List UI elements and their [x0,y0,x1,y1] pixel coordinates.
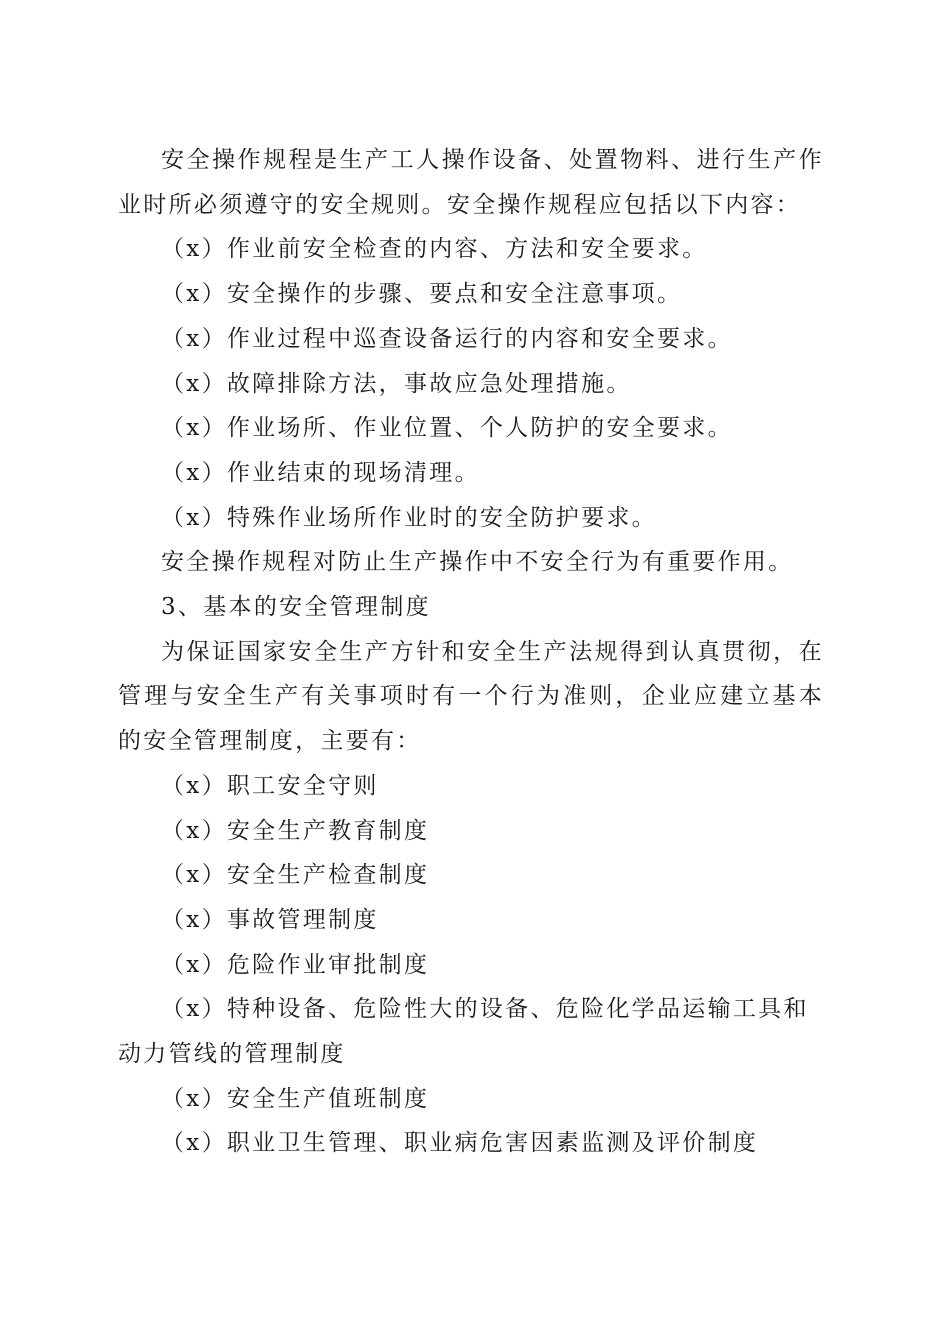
list-item: （x）作业场所、作业位置、个人防护的安全要求。 [161,415,733,442]
list-item: （x）安全操作的步骤、要点和安全注意事项。 [161,281,683,308]
list-item: （x）安全生产值班制度 [161,1085,430,1112]
list-item: （x）故障排除方法，事故应急处理措施。 [161,370,632,397]
list-item: （x）作业前安全检查的内容、方法和安全要求。 [161,236,708,263]
list-item: （x）特种设备、危险性大的设备、危险化学品运输工具和动力管线的管理制度 [118,996,809,1068]
paragraph-intro: 安全操作规程是生产工人操作设备、处置物料、进行生产作业时所必须遵守的安全规则。安全操作规程应包括以下内容： [118,147,824,218]
list-item: （x）安全生产教育制度 [161,817,430,844]
paragraph-summary: 安全操作规程对防止生产操作中不安全行为有重要作用。 [161,549,794,576]
list-item: （x）职业卫生管理、职业病危害因素监测及评价制度 [161,1130,759,1157]
section-heading: 3、基本的安全管理制度 [161,594,431,621]
document-body [118,138,824,1166]
list-item: （x）作业过程中巡查设备运行的内容和安全要求。 [161,325,733,352]
list-item: （x）安全生产检查制度 [161,862,430,889]
list-item: （x）事故管理制度 [161,906,379,933]
list-item: （x）特殊作业场所作业时的安全防护要求。 [161,504,657,531]
list-item: （x）作业结束的现场清理。 [161,459,480,486]
list-item: （x）危险作业审批制度 [161,951,430,978]
paragraph-section-intro: 为保证国家安全生产方针和安全生产法规得到认真贯彻，在管理与安全生产有关事项时有一个行为准则，企业应建立基本的安全管理制度，主要有： [118,638,824,755]
list-item: （x）职工安全守则 [161,772,379,799]
